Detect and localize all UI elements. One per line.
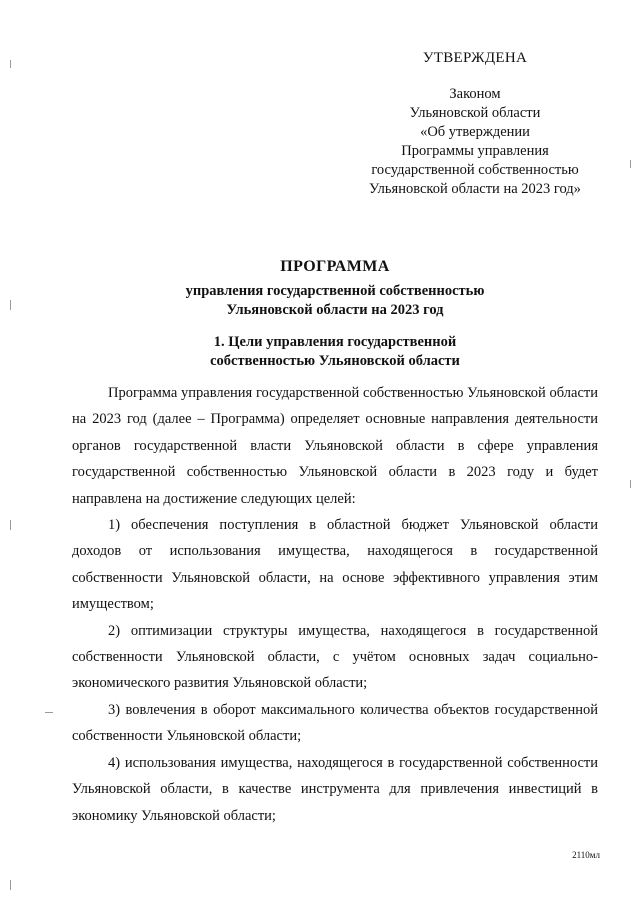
approval-stamp-title: УТВЕРЖДЕНА [422,50,528,66]
scan-margin-mark [630,160,631,168]
paragraph-goal-2: 2) оптимизации структуры имущества, находящегося в государственной собственности Ульяновской области, с учётом основных задач социально-экономического развития Ульяновской области; [72,622,598,692]
paragraph-goal-4: 4) использования имущества, находящегося в государственной собственности Ульяновской области, в качестве инструмента для привлечения инвестиций в экономику Ульяновской области; [72,754,598,824]
document-subtitle-line: управления государственной собственностью [185,283,485,299]
scan-margin-mark [10,300,11,310]
approval-line: государственной собственностью [371,162,579,178]
scan-margin-mark [10,60,11,68]
scan-margin-mark [630,480,631,488]
scan-margin-mark [10,880,11,890]
paragraph-goal-1: 1) обеспечения поступления в областной бюджет Ульяновской области доходов от использования имущества, находящегося в государственной собственности Ульяновской области, на основе эффективного управления этим имуществом; [72,517,598,613]
approval-line: Ульяновской области на 2023 год» [369,181,581,197]
approval-line: «Об утверждении [420,124,530,140]
document-title: ПРОГРАММА [280,258,390,275]
approval-block [340,85,610,199]
approval-line: Законом [449,86,501,102]
document-subtitle [60,282,610,320]
approval-line: Программы управления [401,143,549,159]
section-heading [60,333,610,371]
section-heading-line: собственностью Ульяновской области [210,353,460,369]
approval-line: Ульяновской области [409,105,541,121]
document-subtitle-line: Ульяновской области на 2023 год [226,302,444,318]
paragraph-intro: Программа управления государственной собственностью Ульяновской области на 2023 год (далее – Программа) определяет основные направления деятельности органов государственной власти Ульяновской области в сфере управления государственной собственностью Ульяновской области в 2023 году и будет направлена на достижение следующих целей: [72,385,598,507]
document-code: 2110мл [572,850,600,860]
scan-margin-mark [45,712,53,713]
body-text [72,380,598,829]
scan-margin-mark [10,520,11,530]
paragraph-goal-3: 3) вовлечения в оборот максимального количества объектов государственной собственности Ульяновской области; [72,701,598,745]
section-heading-line: 1. Цели управления государственной [213,334,457,350]
